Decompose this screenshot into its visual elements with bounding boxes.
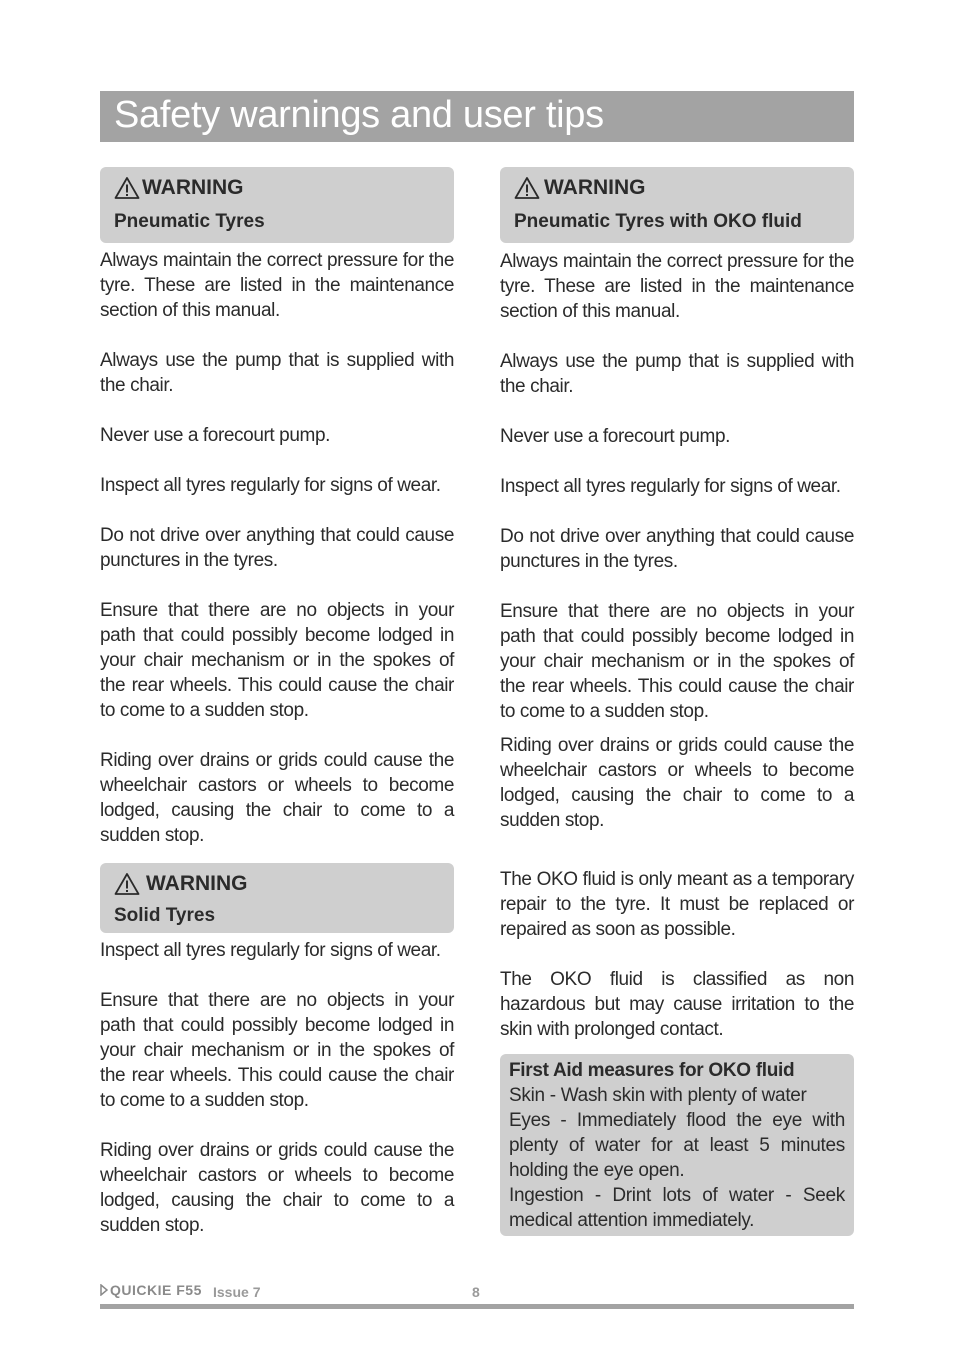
warning-subtitle: Solid Tyres <box>114 905 216 926</box>
first-aid-ingestion: Ingestion - Drint lots of water - Seek medical attention immediately. <box>509 1185 845 1231</box>
first-aid-skin: Skin - Wash skin with plenty of water <box>509 1085 807 1106</box>
paragraph: Always use the pump that is supplied with the chair. <box>500 351 854 397</box>
paragraph: Never use a forecourt pump. <box>500 426 730 447</box>
page-title: Safety warnings and user tips <box>114 94 604 136</box>
footer-divider <box>100 1304 854 1309</box>
warning-label: WARNING <box>146 872 248 895</box>
warning-triangle-icon <box>114 176 140 200</box>
pneumatic-tyres-text <box>100 248 454 848</box>
paragraph: Ensure that there are no objects in your path that could possibly become lodged in your chair mechanism or in the spokes of the rear wheels. This could cause the chair to come to a sudden stop. <box>100 990 454 1111</box>
warning-box-oko <box>500 167 854 243</box>
first-aid-eyes: Eyes - Immediately flood the eye with plenty of water for at least 5 minutes holding the eye open. <box>509 1110 845 1181</box>
paragraph: Inspect all tyres regularly for signs of wear. <box>100 475 441 496</box>
paragraph: Always use the pump that is supplied with the chair. <box>100 350 454 396</box>
paragraph: Riding over drains or grids could cause the wheelchair castors or wheels to become lodged, causing the chair to come to a sudden stop. <box>100 1140 454 1236</box>
paragraph: Ensure that there are no objects in your path that could possibly become lodged in your chair mechanism or in the spokes of the rear wheels. This could cause the chair to come to a sudden stop. <box>500 601 854 722</box>
paragraph: Riding over drains or grids could cause the wheelchair castors or wheels to become lodged, causing the chair to come to a sudden stop. <box>100 750 454 846</box>
paragraph: Always maintain the correct pressure for the tyre. These are listed in the maintenance section of this manual. <box>100 250 454 321</box>
paragraph: Always maintain the correct pressure for the tyre. These are listed in the maintenance section of this manual. <box>500 251 854 322</box>
play-arrow-icon <box>100 1284 108 1296</box>
paragraph: Never use a forecourt pump. <box>100 425 330 446</box>
warning-label: WARNING <box>544 176 646 199</box>
brand-name: QUICKIE F55 <box>110 1282 202 1298</box>
paragraph: Ensure that there are no objects in your path that could possibly become lodged in your chair mechanism or in the spokes of the rear wheels. This could cause the chair to come to a sudden stop. <box>100 600 454 721</box>
warning-triangle-icon <box>114 872 140 896</box>
oko-riding-text <box>500 733 854 833</box>
warning-box-pneumatic <box>100 167 454 243</box>
oko-tyres-text <box>500 249 854 724</box>
warning-triangle-icon <box>514 176 540 200</box>
brand-logo <box>100 1282 202 1298</box>
paragraph: The OKO fluid is only meant as a temporary repair to the tyre. It must be replaced or repaired as soon as possible. <box>500 869 854 940</box>
page-number: 8 <box>472 1284 480 1300</box>
warning-box-solid <box>100 863 454 933</box>
warning-subtitle: Pneumatic Tyres with OKO fluid <box>514 211 802 232</box>
paragraph: Do not drive over anything that could cause punctures in the tyres. <box>500 526 854 572</box>
first-aid-title: First Aid measures for OKO fluid <box>509 1060 795 1081</box>
solid-tyres-text <box>100 938 454 1238</box>
paragraph: Do not drive over anything that could cause punctures in the tyres. <box>100 525 454 571</box>
warning-label: WARNING <box>142 176 244 199</box>
paragraph: Riding over drains or grids could cause the wheelchair castors or wheels to become lodged, causing the chair to come to a sudden stop. <box>500 735 854 831</box>
issue-label: Issue 7 <box>213 1284 261 1300</box>
first-aid-box <box>500 1054 854 1236</box>
page-title-bar <box>100 91 854 142</box>
paragraph: The OKO fluid is classified as non hazardous but may cause irritation to the skin with prolonged contact. <box>500 969 854 1040</box>
paragraph: Inspect all tyres regularly for signs of wear. <box>500 476 841 497</box>
paragraph: Inspect all tyres regularly for signs of wear. <box>100 940 441 961</box>
oko-fluid-text <box>500 867 854 1042</box>
page-footer <box>100 1282 854 1312</box>
warning-subtitle: Pneumatic Tyres <box>114 211 265 232</box>
